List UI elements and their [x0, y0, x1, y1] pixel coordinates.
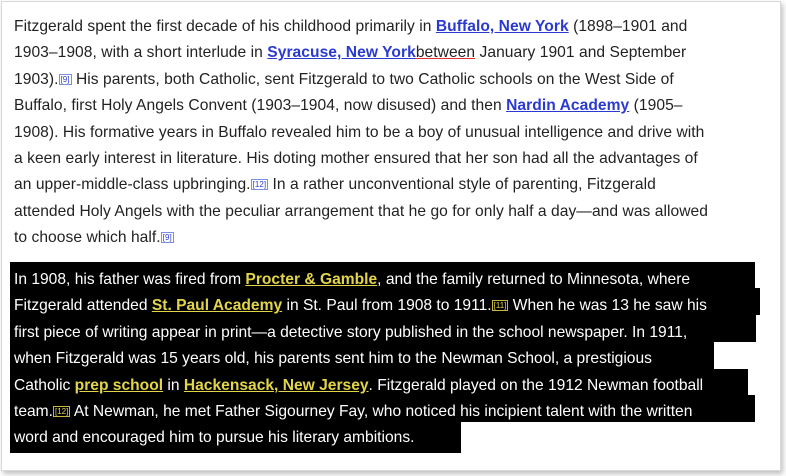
text-line — [14, 146, 774, 172]
text-run: (1898–1901 and — [568, 18, 688, 35]
wiki-link[interactable]: Nardin Academy — [506, 97, 630, 115]
text-run: Buffalo, first Holy Angels Convent (1903–1904, now disused) and then — [14, 97, 507, 115]
text-run: Fitzgerald attended — [14, 297, 152, 315]
text-run: in — [163, 376, 184, 394]
text-line — [14, 320, 774, 346]
text-line — [14, 225, 774, 251]
text-line — [14, 120, 774, 146]
text-line — [14, 293, 774, 319]
text-run: 1903). — [14, 70, 59, 88]
text-run: between — [415, 44, 476, 62]
wiki-link[interactable]: Procter & Gamble — [245, 271, 378, 288]
text-run: In 1908, his father was fired from — [14, 271, 246, 288]
text-run: word and encouraged him to pursue his literary ambitions. — [14, 429, 415, 447]
text-line — [14, 267, 774, 293]
text-line — [14, 67, 774, 93]
text-line — [14, 425, 774, 451]
citation-ref[interactable]: [9] — [162, 233, 172, 243]
text-run: . Fitzgerald played on the 1912 Newman football — [368, 376, 704, 394]
text-run: 1903–1908, with a short interlude in — [14, 44, 268, 62]
text-line — [14, 346, 774, 372]
citation-ref[interactable]: [11] — [493, 301, 507, 311]
text-run: 1908). His formative years in Buffalo revealed him to be a boy of unusual intelligence and drive with — [14, 123, 705, 141]
text-line — [14, 40, 774, 66]
text-run: in St. Paul from 1908 to 1911. — [282, 297, 492, 315]
text-line — [14, 199, 774, 225]
text-line — [14, 373, 774, 399]
text-run: to choose which half. — [14, 229, 161, 247]
text-run: (1905– — [629, 97, 683, 115]
text-run: first piece of writing appear in print—a detective story published in the school newspaper. In 1911, — [14, 323, 688, 341]
citation-ref[interactable]: [12] — [252, 180, 267, 190]
text-line — [14, 399, 774, 425]
paragraph-minnesota — [14, 267, 774, 452]
paragraph-childhood — [14, 14, 774, 252]
text-run: January 1901 and September — [475, 44, 687, 62]
citation-ref[interactable]: [12] — [55, 407, 69, 417]
wiki-link[interactable]: Buffalo, New York — [435, 18, 569, 35]
text-run: Catholic — [14, 376, 75, 394]
text-line — [14, 93, 774, 119]
text-line — [14, 14, 774, 40]
text-run: team. — [14, 403, 53, 421]
wiki-link[interactable]: prep school — [74, 376, 164, 394]
text-run: a keen early interest in literature. His doting mother ensured that her son had all the advantages of — [14, 150, 698, 168]
citation-ref[interactable]: [9] — [60, 74, 70, 84]
text-run: when Fitzgerald was 15 years old, his parents sent him to the Newman School, a prestigious — [14, 350, 652, 368]
text-run: , and the family returned to Minnesota, where — [377, 271, 691, 288]
wiki-link[interactable]: Hackensack, New Jersey — [183, 376, 369, 394]
text-run: In a rather unconventional style of parenting, Fitzgerald — [268, 176, 656, 194]
wiki-link[interactable]: Syracuse, New York — [267, 44, 416, 62]
text-run: attended Holy Angels with the peculiar arrangement that he go for only half a day—and was allowed — [14, 202, 708, 220]
text-run: At Newman, he met Father Sigourney Fay, who noticed his incipient talent with the written — [70, 403, 693, 421]
text-run: an upper-middle-class upbringing. — [14, 176, 251, 194]
text-line — [14, 172, 774, 198]
text-run: His parents, both Catholic, sent Fitzgerald to two Catholic schools on the West Side of — [71, 70, 674, 88]
text-run: When he was 13 he saw his — [508, 297, 707, 315]
text-run: Fitzgerald spent the first decade of his childhood primarily in — [14, 18, 436, 35]
wiki-link[interactable]: St. Paul Academy — [151, 297, 283, 315]
